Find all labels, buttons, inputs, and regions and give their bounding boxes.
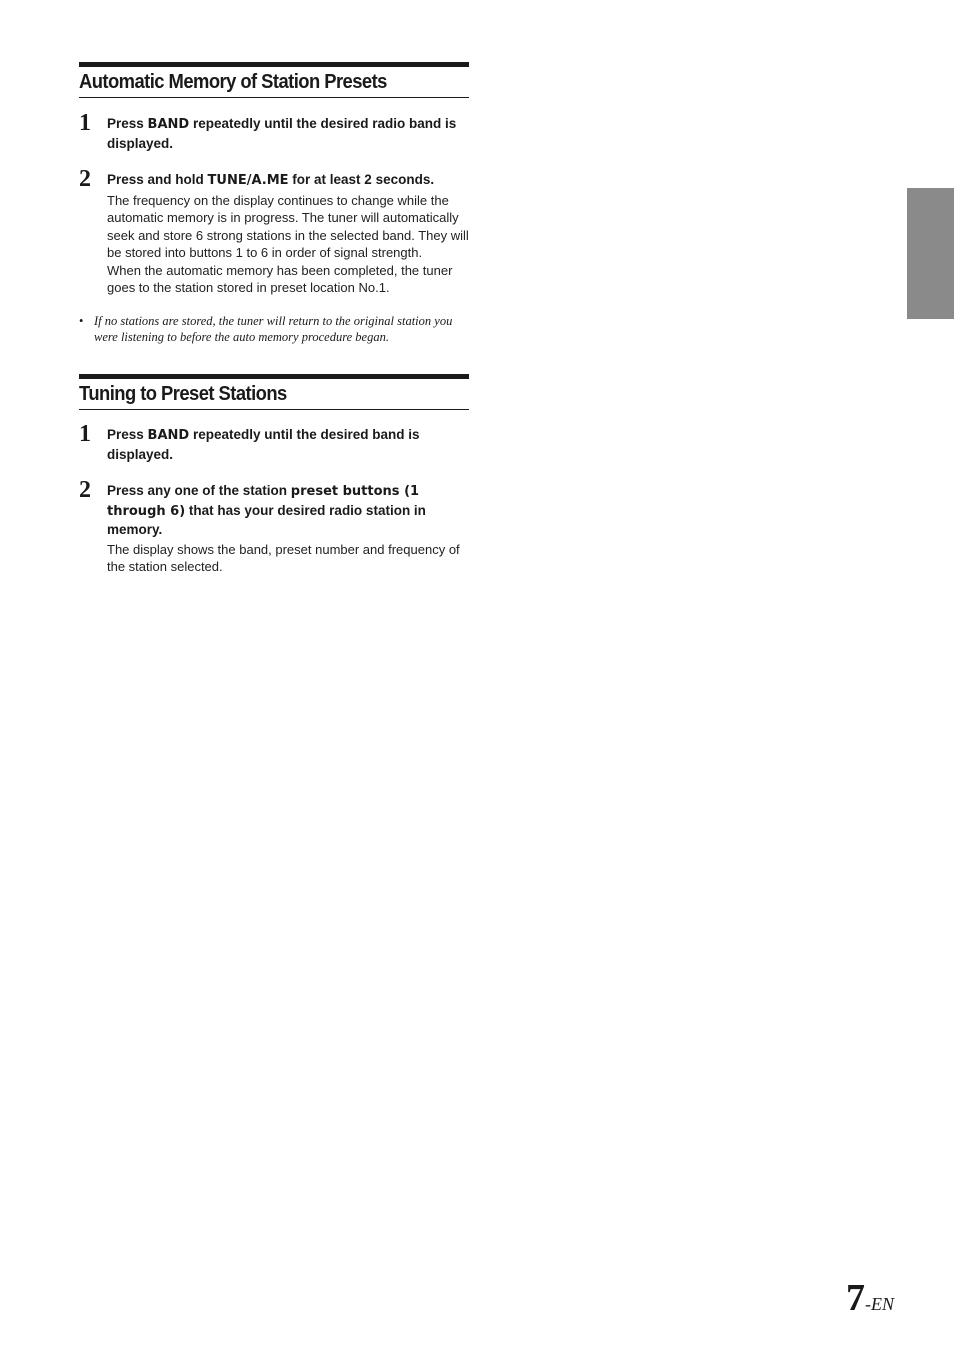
step-number: 2: [79, 166, 91, 192]
step-number: 1: [79, 421, 91, 447]
section-tuning-preset: [79, 374, 469, 576]
step-instruction: Press BAND repeatedly until the desired band is displayed.: [107, 427, 420, 462]
button-keyword: preset buttons (1 through 6): [107, 484, 420, 519]
section-title: Tuning to Preset Stations: [79, 383, 287, 405]
section-bottom-rule: [79, 409, 469, 410]
step-instruction: Press and hold TUNE/A.ME for at least 2 seconds.: [107, 172, 435, 188]
step-number: 2: [79, 477, 91, 503]
button-keyword: BAND: [147, 428, 190, 443]
step-instruction: Press BAND repeatedly until the desired radio band is displayed.: [107, 116, 457, 151]
step-1: [79, 110, 469, 153]
page-number: [846, 1276, 894, 1320]
step-detail: The frequency on the display continues to change while the automatic memory is in progress. The tuner will automatically seek and store 6 strong stations in the selected band. They will be stored into buttons 1 to 6 in order of signal strength.: [107, 192, 469, 260]
section-bottom-rule: [79, 97, 469, 98]
note-text: If no stations are stored, the tuner will return to the original station you were listening to before the auto memory procedure began.: [94, 313, 453, 344]
button-keyword: BAND: [147, 117, 190, 132]
step-1: [79, 421, 469, 464]
page-number-suffix: -EN: [865, 1294, 894, 1314]
step-detail: When the automatic memory has been completed, the tuner goes to the station stored in preset location No.1.: [107, 262, 453, 295]
section-title: Automatic Memory of Station Presets: [79, 71, 387, 93]
step-instruction: Press any one of the station preset buttons (1 through 6) that has your desired radio station in memory.: [107, 483, 426, 537]
button-keyword: TUNE/A.ME: [207, 173, 289, 188]
page-number-value: 7: [846, 1277, 865, 1319]
note-bullet: •: [79, 313, 84, 328]
step-2: [79, 166, 469, 297]
step-detail: The display shows the band, preset number and frequency of the station selected.: [107, 541, 460, 574]
step-number: 1: [79, 110, 91, 136]
note: [79, 313, 469, 346]
side-tab: [907, 188, 954, 319]
section-automatic-memory: [79, 62, 469, 346]
step-2: [79, 477, 469, 576]
